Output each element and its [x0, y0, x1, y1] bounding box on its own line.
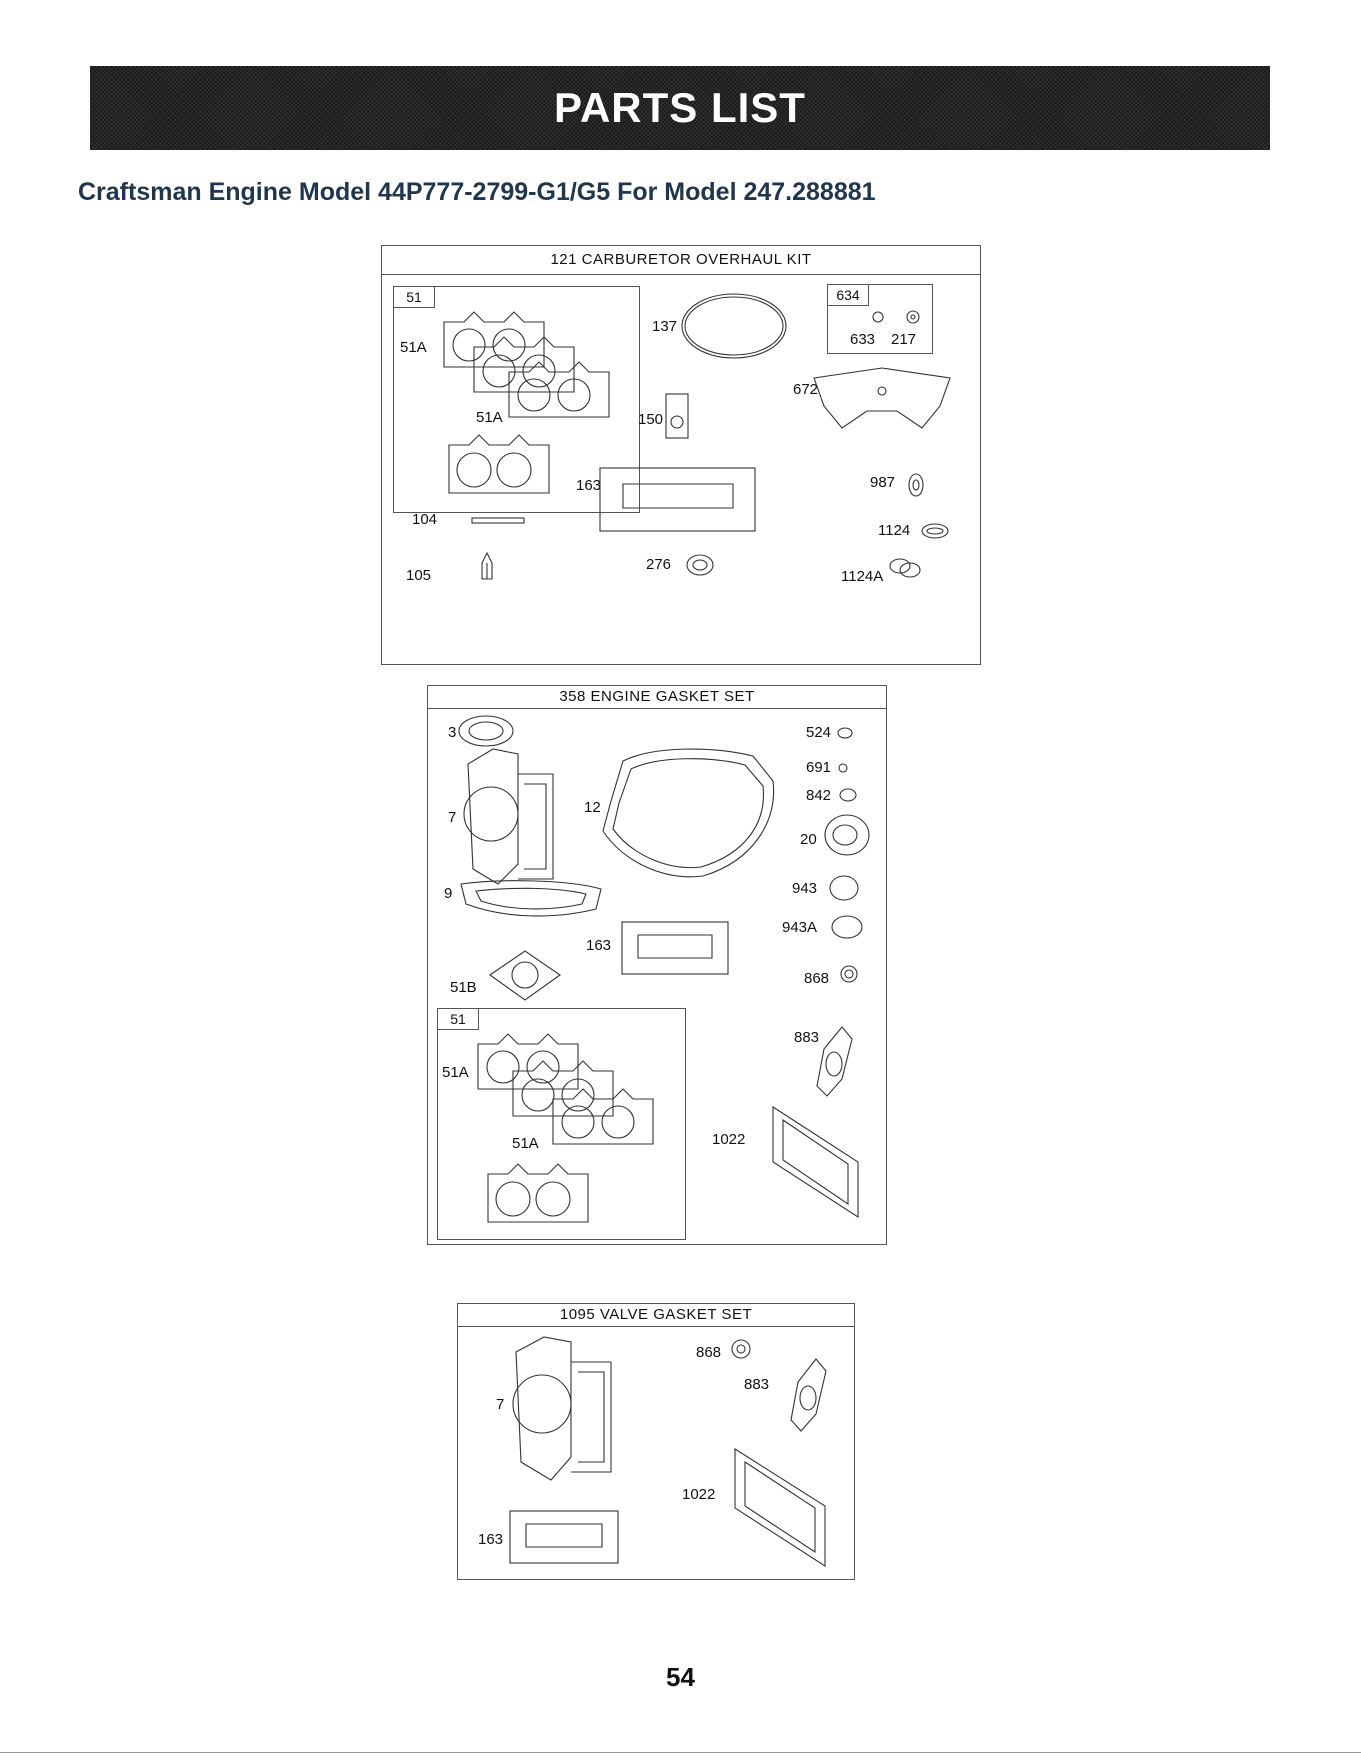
gasket-163-drawing	[508, 1509, 622, 1567]
oring-943-drawing	[828, 874, 860, 902]
part-7-label: 7	[448, 809, 457, 826]
gasket-163-drawing	[598, 466, 758, 536]
part-868-label: 868	[696, 1344, 722, 1361]
gasket-163-drawing	[620, 920, 732, 980]
part-276-label: 276	[646, 556, 672, 573]
part-842-label: 842	[806, 787, 832, 804]
jets-drawing	[828, 285, 932, 353]
part-163-label: 163	[586, 937, 612, 954]
part-51a-label: 51A	[476, 409, 503, 426]
gasket-672-drawing	[812, 366, 952, 436]
footer-rule	[0, 1752, 1361, 1753]
oring-137-drawing	[679, 291, 789, 361]
part-3-label: 3	[448, 724, 457, 741]
crankcase-gasket-12-drawing	[583, 741, 783, 886]
part-9-label: 9	[444, 885, 453, 902]
gasket-51b-drawing	[485, 948, 565, 1003]
gasket-883-drawing	[786, 1356, 830, 1434]
page-number: 54	[666, 1662, 695, 1692]
part-1022-label: 1022	[712, 1131, 746, 1148]
part-217-label: 217	[891, 331, 917, 348]
part-20-label: 20	[800, 831, 817, 848]
part-105-label: 105	[406, 567, 432, 584]
part-137-label: 137	[652, 318, 678, 335]
part-12-label: 12	[584, 799, 601, 816]
group-tag-634: 634	[828, 285, 869, 306]
part-7-label: 7	[496, 1396, 505, 1413]
part-633-label: 633	[850, 331, 876, 348]
part-943a-label: 943A	[782, 919, 818, 936]
part-150-label: 150	[638, 411, 664, 428]
seal-868-drawing	[730, 1338, 752, 1360]
panel-title: 121 CARBURETOR OVERHAUL KIT	[382, 246, 980, 275]
engine-gasket-set-panel	[427, 685, 887, 1245]
seal-276-drawing	[685, 553, 715, 577]
engine-model-subtitle: Craftsman Engine Model 44P777-2799-G1/G5 For Model 247.288881	[78, 178, 876, 206]
part-691-drawing	[836, 762, 850, 774]
group-tag-51: 51	[438, 1009, 479, 1030]
seal-868-drawing	[838, 964, 860, 984]
part-672-label: 672	[793, 381, 819, 398]
part-51a-label: 51A	[442, 1064, 469, 1081]
part-104-label: 104	[412, 511, 438, 528]
part-51a-label: 51A	[400, 339, 427, 356]
part-883-label: 883	[794, 1029, 820, 1046]
part-163-label: 163	[478, 1531, 504, 1548]
part-691-label: 691	[806, 759, 832, 776]
part-524-label: 524	[806, 724, 832, 741]
gasket-150-drawing	[664, 392, 694, 442]
jet-group-634	[827, 284, 933, 354]
washer-987-drawing	[906, 472, 926, 498]
part-1124-label: 1124	[878, 522, 911, 539]
valve-cover-gasket-1022-drawing	[768, 1102, 868, 1222]
part-1124a-label: 1124A	[841, 568, 884, 585]
part-524-drawing	[836, 726, 854, 740]
part-163-label: 163	[576, 477, 602, 494]
head-gasket-7-drawing	[458, 744, 568, 894]
gasket-9-drawing	[456, 874, 606, 929]
group-tag-51: 51	[394, 287, 435, 308]
head-gasket-7-drawing	[506, 1332, 626, 1487]
part-883-label: 883	[744, 1376, 770, 1393]
part-943-label: 943	[792, 880, 818, 897]
carburetor-overhaul-kit-panel	[381, 245, 981, 665]
needle-105-drawing	[479, 551, 495, 585]
intake-gasket-group-51	[437, 1008, 686, 1240]
valve-cover-gasket-1022-drawing	[730, 1444, 835, 1572]
intake-gaskets-drawing	[438, 1009, 685, 1239]
valve-gasket-set-panel	[457, 1303, 855, 1580]
part-51b-label: 51B	[450, 979, 477, 996]
panel-title: 1095 VALVE GASKET SET	[458, 1304, 854, 1327]
banner-title: PARTS LIST	[554, 84, 806, 131]
panel-title: 358 ENGINE GASKET SET	[428, 686, 886, 709]
part-987-label: 987	[870, 474, 896, 491]
oring-943a-drawing	[830, 914, 864, 940]
seal-20-drawing	[822, 812, 872, 858]
part-868-label: 868	[804, 970, 830, 987]
part-51a-label: 51A	[512, 1135, 539, 1152]
pin-104-drawing	[470, 516, 526, 526]
part-842-drawing	[838, 787, 858, 803]
part-1022-label: 1022	[682, 1486, 716, 1503]
gasket-883-drawing	[812, 1024, 856, 1099]
orings-1124a-drawing	[888, 556, 922, 580]
oring-1124-drawing	[920, 521, 950, 541]
parts-list-banner	[90, 66, 1270, 150]
